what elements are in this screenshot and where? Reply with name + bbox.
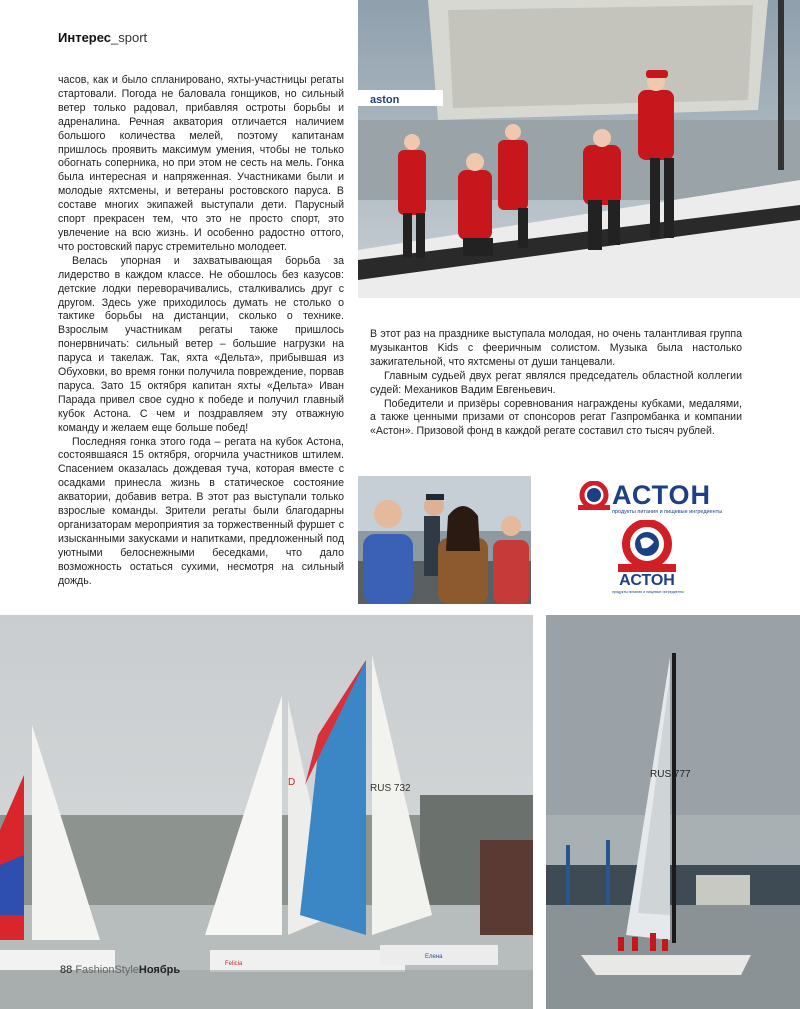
sail-number-label: RUS 732: [370, 783, 411, 794]
article-paragraph: Последняя гонка этого года – регата на кубок Астона, состоявшаяся 15 октября, огорчила участников штилем. Спасением оказалась дождевая туча, которая вместе с осадками принесла жизнь в статическое состояние акватории, добавив ветра. В этот раз выступали только взрослые команды. Зрители регаты были благодарны организаторам мероприятия за торжественный фуршет с изысканными закусками и напитками, предложенный под уютными белоснежными беседками, что дало возможность остаться сухими, несмотря на сильный дождь.: [58, 435, 344, 587]
section-title: Интерес: [58, 30, 112, 45]
people-group-photo: [358, 476, 531, 604]
article-paragraph: Победители и призёры соревнования награждены кубками, медалями, а также ценными призами от спонсоров регат Газпромбанка и компании «Астон». Призовой фонд в каждой регате составил сто тысяч рублей.: [370, 397, 742, 438]
aston-logo-tagline: продукты питания и пищевые ингредиенты: [612, 590, 684, 594]
aston-logo-word: АСТОН: [612, 480, 711, 510]
boat-name-label: Felicia: [225, 961, 243, 967]
aston-logo-large: [578, 478, 730, 518]
article-paragraph: Главным судьей двух регат являлся председатель областной коллегии судей: Механиков Вадим Евгеньевич.: [370, 369, 742, 396]
page-footer: [60, 964, 180, 976]
issue-month: Ноябрь: [138, 964, 181, 976]
aston-emblem-icon: [578, 481, 610, 511]
aston-logo-word: АСТОН: [619, 572, 675, 589]
article-right-column: [370, 328, 742, 439]
article-paragraph: В этот раз на празднике выступала молодая, но очень талантливая группа музыкантов Kids с фееричным солистом. Музыка была настолько зажигательной, что яхтсмены от души танцевали.: [370, 328, 742, 368]
regatta-race-photo: [0, 615, 533, 1009]
magazine-name: FashionStyle: [75, 964, 139, 976]
sail-number-label: RUS 777: [650, 769, 691, 780]
article-paragraph: часов, как и было спланировано, яхты-участницы регаты стартовали. Погода не баловала гонщиков, но сильный ветер только радовал, прибавляя остроты борьбы и адреналина. Речная акватория отличается наличием большого количества мелей, поэтому капитанам пришлось проявить максимум умения, чтобы не только обогнать соперника, но при этом не сесть на мель. Гонка была интересная и напряженная. Участниками были и молодые яхтсмены, и ветераны ростовского паруса. В составе многих экипажей выступали дети. Парусный спорт прекрасен тем, что это не просто спорт, это увлечение на всю жизнь. И особенно радостно оттого, что ростовский парус стремительно молодеет.: [58, 74, 344, 253]
section-header: [58, 30, 147, 45]
article-paragraph: Велась упорная и захватывающая борьба за лидерство в каждом классе. Не обошлось без казусов: детские лодки переворачивались, сталкивались друг с другом. Здесь уже приходилось думать не столько о тактике борьбы на дистанции, сколько о технике. Взрослым участникам регаты также пришлось понервничать: сильный ветер – большие нагрузки на паруса и такелаж. Так, яхта «Дельта», прибывшая из Обуховки, во время гонки получила повреждение, порвав паруса. Зато 15 октября капитан яхты «Дельта» Иван Парада привел свое судно к победе и получил главный кубок Астона. С чем и поздравляем эту отважную команду и желаем еще больше побед!: [58, 254, 344, 434]
sail-brand-label: aston: [370, 94, 400, 106]
aston-logo-small: [612, 520, 682, 598]
yacht-photo: [546, 615, 800, 1009]
section-subtitle: _sport: [111, 30, 148, 45]
aston-logo-tagline: продукты питания и пищевые ингредиенты: [612, 509, 723, 515]
sail-letter-label: D: [288, 777, 296, 788]
aston-emblem-icon: [618, 520, 676, 574]
crew-on-deck-photo: [358, 0, 800, 298]
article-left-column: [58, 74, 344, 589]
boat-name-label: Елена: [425, 954, 443, 960]
page-number: 88: [60, 964, 73, 976]
